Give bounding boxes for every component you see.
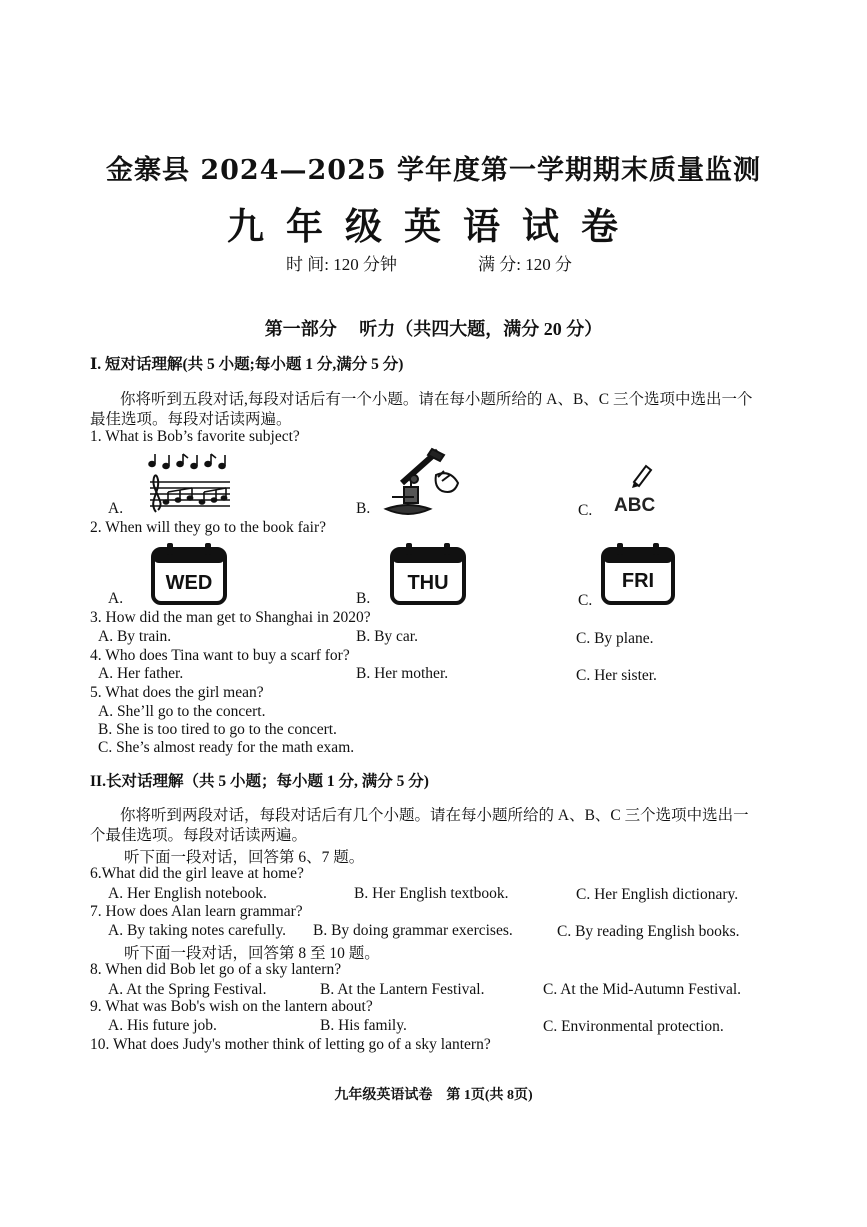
q8-option-b: B. At the Lantern Festival.	[320, 981, 485, 998]
page-footer: 九年级英语试卷 第 1页(共 8页)	[334, 1088, 533, 1103]
calendar-thu-text: THU	[407, 572, 449, 594]
score-label: 满 分: 120 分	[478, 255, 572, 274]
q6-stem: 6.What did the girl leave at home?	[90, 865, 304, 882]
q2-option-b-label: B.	[356, 590, 371, 607]
q1-stem: 1. What is Bob’s favorite subject?	[90, 428, 300, 445]
q2-option-c-label: C.	[578, 592, 593, 609]
q5-stem: 5. What does the girl mean?	[90, 684, 264, 701]
section2-instruction-line1: 你将听到两段对话，每段对话后有几个小题。请在每小题所给的 A、B、C 三个选项中选出一	[120, 807, 749, 824]
q9-stem: 9. What was Bob's wish on the lantern about?	[90, 998, 373, 1015]
q1-option-a-label: A.	[108, 500, 124, 517]
q7-option-c: C. By reading English books.	[557, 923, 740, 940]
q2-option-a-label: A.	[108, 590, 124, 607]
section1-heading: Ⅰ. 短对话理解(共 5 小题;每小题 1 分,满分 5 分)	[90, 356, 404, 373]
q7-option-b: B. By doing grammar exercises.	[313, 922, 513, 939]
q7-stem: 7. How does Alan learn grammar?	[90, 903, 303, 920]
q6-option-b: B. Her English textbook.	[354, 885, 509, 902]
section2-heading: II.长对话理解（共 5 小题；每小题 1 分, 满分 5 分)	[90, 773, 429, 790]
q5-option-c: C. She’s almost ready for the math exam.	[98, 739, 355, 756]
music-notes-icon	[138, 452, 233, 516]
q4-option-a: A. Her father.	[98, 665, 184, 682]
calendar-fri-text: FRI	[621, 570, 655, 592]
q4-option-b: B. Her mother.	[356, 665, 449, 682]
q1-option-b-label: B.	[356, 500, 371, 517]
q4-option-c: C. Her sister.	[576, 667, 657, 684]
q4-stem: 4. Who does Tina want to buy a scarf for?	[90, 647, 350, 664]
q7-option-a: A. By taking notes carefully.	[108, 922, 287, 939]
q6-option-c: C. Her English dictionary.	[576, 886, 739, 903]
listen-instruction-2: 听下面一段对话，回答第 8 至 10 题。	[124, 945, 380, 962]
q3-option-a: A. By train.	[98, 628, 172, 645]
microscope-icon	[378, 447, 463, 519]
calendar-wed-icon	[150, 541, 228, 607]
section2-instruction-line2: 个最佳选项。每段对话读两遍。	[90, 827, 308, 844]
section1-instruction-line2: 最佳选项。每段对话读两遍。	[90, 411, 292, 428]
calendar-wed-text: WED	[165, 572, 213, 594]
part1-heading: 第一部分 听力（共四大题，满分 20 分）	[264, 319, 603, 339]
q3-option-b: B. By car.	[356, 628, 418, 645]
q10-stem: 10. What does Judy's mother think of letting go of a sky lantern?	[90, 1036, 491, 1053]
q3-stem: 3. How did the man get to Shanghai in 2020?	[90, 609, 371, 626]
abc-pencil-icon	[612, 462, 662, 514]
q5-option-b: B. She is too tired to go to the concert.	[98, 721, 337, 738]
q2-stem: 2. When will they go to the book fair?	[90, 519, 327, 536]
q9-option-b: B. His family.	[320, 1017, 407, 1034]
time-label: 时 间: 120 分钟	[286, 255, 397, 274]
q1-option-c-label: C.	[578, 502, 593, 519]
q8-option-a: A. At the Spring Festival.	[108, 981, 267, 998]
q9-option-a: A. His future job.	[108, 1017, 217, 1034]
q5-option-a: A. She’ll go to the concert.	[98, 703, 266, 720]
q8-stem: 8. When did Bob let go of a sky lantern?	[90, 961, 342, 978]
exam-title-line1: 金寨县 2024—2025 学年度第一学期期末质量监测	[105, 155, 762, 186]
q9-option-c: C. Environmental protection.	[543, 1018, 724, 1035]
listen-instruction-1: 听下面一段对话，回答第 6、7 题。	[124, 849, 365, 866]
calendar-thu-icon	[389, 541, 467, 607]
exam-title-line2: 九年级英语试卷	[227, 205, 640, 248]
q8-option-c: C. At the Mid-Autumn Festival.	[543, 981, 742, 998]
q6-option-a: A. Her English notebook.	[108, 885, 267, 902]
abc-text: ABC	[614, 495, 656, 514]
section1-instruction-line1: 你将听到五段对话,每段对话后有一个小题。请在每小题所给的 A、B、C 三个选项中选出一个	[120, 391, 753, 408]
calendar-fri-icon	[600, 541, 676, 607]
q3-option-c: C. By plane.	[576, 630, 654, 647]
